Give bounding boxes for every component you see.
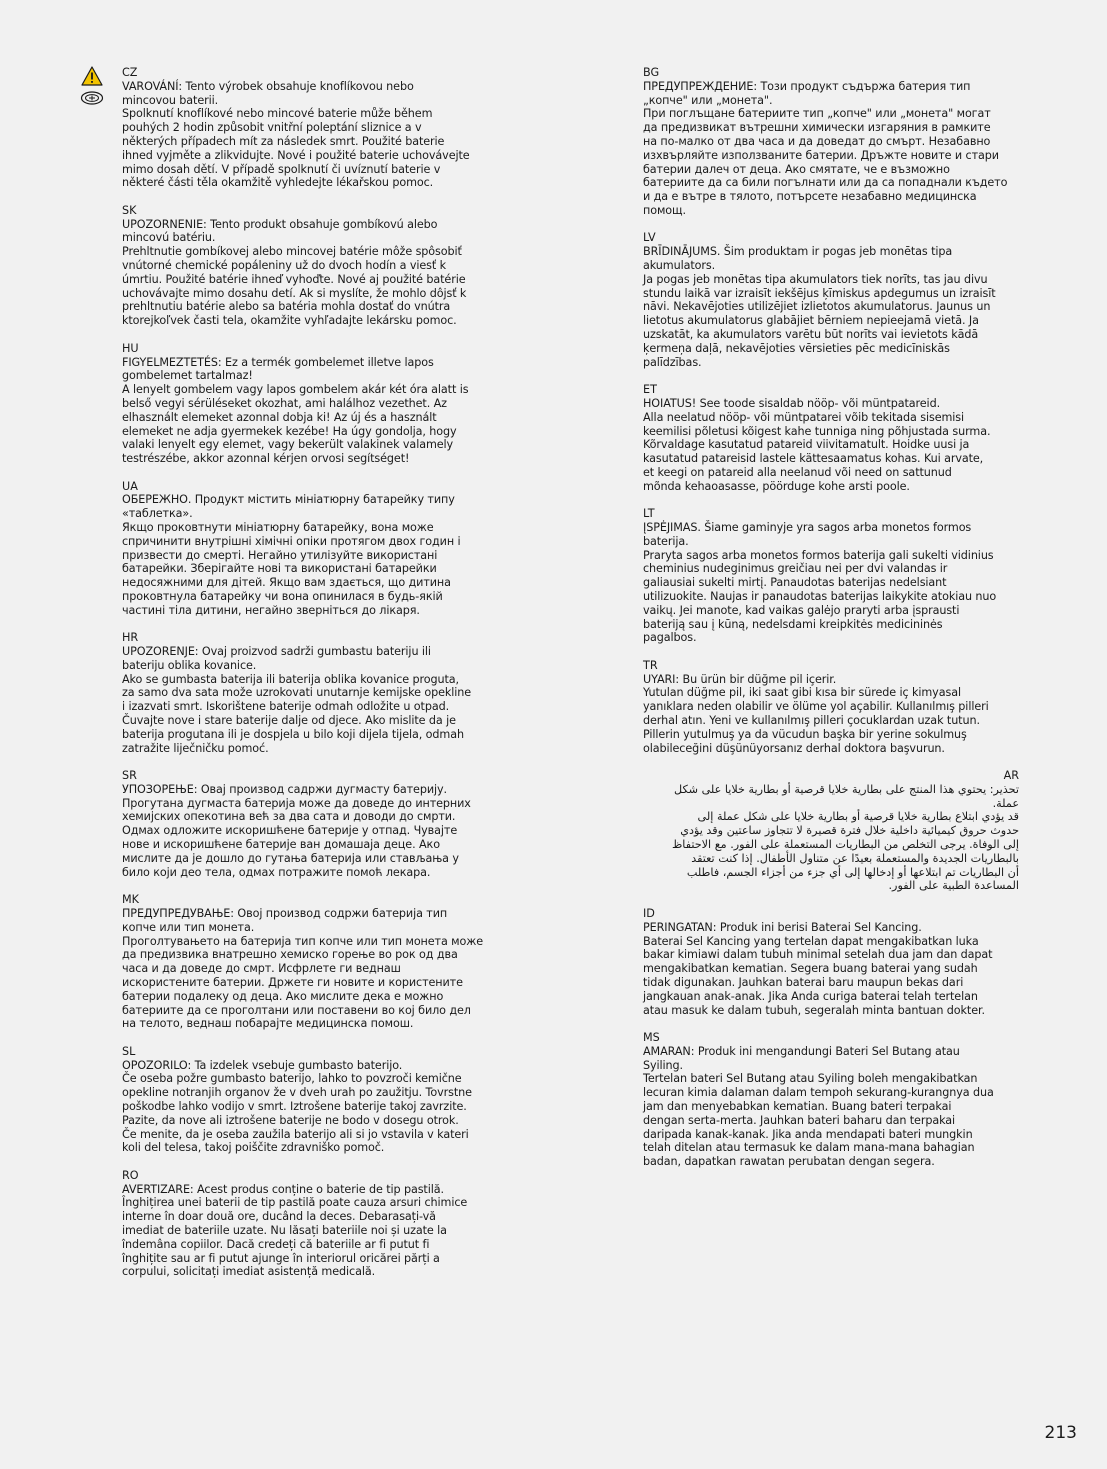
coin-battery-icon	[80, 91, 104, 105]
warning-text-line: تحذير: يحتوي هذا المنتج على بطارية خلايا قرصية أو بطارية خلايا على شكل	[673, 782, 1019, 796]
warning-text-line: UYARI: Bu ürün bir düğme pil içerir.	[643, 672, 837, 686]
warning-text-line: zatražite liječničku pomoć.	[122, 741, 269, 755]
warning-section-id	[643, 907, 1019, 1017]
language-code: ID	[643, 906, 655, 920]
warning-text-line: elhasznált elemeket azonnal dobja ki! Az új és a használt	[122, 410, 437, 424]
language-code: HR	[122, 631, 139, 645]
warning-text-line: bakar kimiawi dalam tubuh minimal setelah dua jam dan dapat	[643, 948, 993, 962]
warning-text-line: Прогутана дугмаста батерија може да доведе до интерних	[122, 796, 471, 810]
warning-text-line: на телото, веднаш побарајте медицинска помош.	[122, 1017, 414, 1031]
warning-text-line: недосяжними для дітей. Якщо вам здається, що дитина	[122, 576, 451, 590]
language-code: LT	[643, 507, 655, 521]
warning-text-line: Pazite, da nove ali iztrošene baterije ne bodo v dosegu otrok.	[122, 1113, 459, 1127]
language-code: UA	[122, 479, 138, 493]
warning-text-line: et keegi on patareid alla neelanud või need on sattunud	[643, 465, 952, 479]
warning-text-line: قد يؤدي ابتلاع بطارية خلايا قرصية أو بطارية خلايا على شكل عملة إلى	[697, 810, 1019, 824]
warning-text-line: cheminius nudeginimus greičiau nei per dvi valandas ir	[643, 562, 948, 576]
warning-text-line: uzskatāt, ka akumulators varētu būt norīts vai ievietots kādā	[643, 328, 979, 342]
warning-text-line: Baterai Sel Kancing yang tertelan dapat mengakibatkan luka	[643, 934, 979, 948]
warning-text-line: mimo dosah dětí. V případě spolknutí či uvíznutí baterie v	[122, 162, 441, 176]
warning-text-line: gombelemet tartalmaz!	[122, 369, 253, 383]
warning-text-line: jam dan menyebabkan kematian. Buang bateri terpakai	[643, 1100, 952, 1113]
warning-section-sl	[122, 1045, 498, 1155]
warning-text-line: HOIATUS! See toode sisaldab nööp- või müntpatareid.	[643, 396, 941, 410]
warning-text-line: Ako se gumbasta baterija ili baterija oblika kovanice proguta,	[122, 672, 460, 686]
language-code: SL	[122, 1044, 136, 1058]
warning-text-line: ktorejkoľvek časti tela, okamžite vyhľadajte lekársku pomoc.	[122, 314, 457, 328]
warning-text-line: Alla neelatud nööp- või müntpatarei võib tekitada sisemisi	[643, 410, 965, 424]
right-column	[643, 66, 1019, 1183]
warning-section-cz	[122, 66, 498, 190]
warning-text-line: utilizuokite. Naujas ir panaudotas baterijas laikykite atokiau nuo	[643, 589, 997, 603]
language-code: CZ	[122, 66, 138, 79]
warning-text-line: A lenyelt gombelem vagy lapos gombelem akár két óra alatt is	[122, 383, 469, 397]
warning-text-line: vnútorné chemické popáleniny už do dvoch hodín a viesť k	[122, 259, 446, 273]
language-code: ET	[643, 383, 657, 397]
warning-text-line: ПРЕДУПРЕДУВАЊЕ: Овој производ содржи батерија тип	[122, 906, 448, 920]
warning-text-line: حدوث حروق كيميائية داخلية خلال فترة قصيرة لا تتجاوز ساعتين وقد يؤدي	[680, 824, 1019, 838]
warning-text-line: призвести до смерті. Негайно утилізуйте використані	[122, 548, 438, 562]
warning-text-line: nāvi. Nekavējoties utilizējiet izlietotos akumulatorus. Jaunus un	[643, 300, 991, 314]
warning-text-line: AMARAN: Produk ini mengandungi Bateri Sel Butang atau	[643, 1044, 960, 1058]
warning-text-line: УПОЗОРЕЊЕ: Овај производ садржи дугмасту батерију.	[122, 782, 447, 796]
warning-section-hu	[122, 342, 498, 466]
warning-text-line: stundu laikā var izraisīt iekšējus ķīmiskus apdegumus un izraisīt	[643, 286, 996, 300]
warning-text-line: искористените батерии. Држете ги новите и користените	[122, 975, 463, 989]
warning-text-line: Pillerin yutulmuş ya da vücudun başka bir yerine sokulmuş	[643, 727, 967, 741]
warning-text-line: palīdzības.	[643, 355, 702, 369]
warning-text-line: baterija.	[643, 534, 689, 548]
warning-text-line: батерии подалеку од деца. Ако мислите дека е можно	[122, 989, 444, 1003]
warning-text-line: Одмах одложите искоришћене батерије у отпад. Чувајте	[122, 824, 458, 838]
language-code: LV	[643, 231, 656, 245]
warning-text-line: проковтнула батарейку чи вона опинилася в будь-якій	[122, 589, 443, 603]
warning-text-line: Проголтувањето на батерија тип копче или тип монета може	[122, 934, 484, 948]
warning-text-line: jangkauan anak-anak. Jika Anda curiga baterai telah tertelan	[643, 989, 978, 1003]
warning-text-line: akumulators.	[643, 259, 716, 273]
warning-text-line: mengakibatkan kematian. Segera buang baterai yang sudah	[643, 962, 978, 976]
warning-text-line: elemeket ne adja gyermekek kezébe! Ha úgy gondolja, hogy	[122, 424, 457, 438]
warning-text-line: interne în doar două ore, ducând la deces. Debarasați-vă	[122, 1210, 436, 1224]
warning-text-line: Înghițirea unei baterii de tip pastilă poate cauza arsuri chimice	[122, 1196, 468, 1210]
warning-section-lv	[643, 231, 1019, 369]
warning-text-line: baterija progutana ili je dospjela u bilo koji dijela tijela, odmah	[122, 727, 464, 741]
warning-text-line: pouhých 2 hodin způsobit vnitřní poleptání sliznice a v	[122, 121, 422, 135]
warning-text-line: badan, dapatkan rawatan perubatan dengan segera.	[643, 1155, 935, 1169]
warning-text-line: mincovou baterii.	[122, 93, 219, 107]
warning-text-line: FIGYELMEZTETÉS: Ez a termék gombelemet illetve lapos	[122, 355, 434, 369]
warning-text-line: Tertelan bateri Sel Butang atau Syiling boleh mengakibatkan	[643, 1072, 978, 1086]
warning-text-line: poškodbe lahko vodijo v smrt. Iztrošene baterije takoj zavrzite.	[122, 1100, 467, 1113]
warning-section-hr	[122, 631, 498, 755]
warning-text-line: bateriją sau į kūną, nedelsdami kreipkitės medicininės	[643, 617, 943, 631]
language-code: HU	[122, 341, 139, 355]
warning-text-line: koli del telesa, takoj poiščite zdravniško pomoč.	[122, 1141, 385, 1155]
warning-text-line: батарейки. Зберігайте нові та використані батарейки	[122, 562, 437, 576]
warning-text-line: mõnda kehaoasasse, pöörduge kohe arsti poole.	[643, 479, 910, 493]
warning-text-line: za samo dva sata može uzrokovati unutarnje kemijske opekline	[122, 686, 472, 700]
warning-text-line: OPOZORILO: Ta izdelek vsebuje gumbasto baterijo.	[122, 1058, 403, 1072]
warning-text-line: kasutatud patareisid lastele kättesaamatus kohas. Kui arvate,	[643, 452, 984, 466]
warning-text-line: některé části těla okamžitě vyhledejte lékařskou pomoc.	[122, 176, 434, 190]
warning-section-et	[643, 383, 1019, 493]
warning-text-line: valaki lenyelt egy elemet, vagy bekerült valakinek valamely	[122, 438, 454, 452]
language-code: MK	[122, 893, 139, 907]
warning-text-line: AVERTIZARE: Acest produs conține o baterie de tip pastilă.	[122, 1182, 444, 1196]
language-code: BG	[643, 66, 660, 79]
warning-text-line: yanıklara neden olabilir ve ölüme yol açabilir. Kullanılmış pilleri	[643, 700, 989, 714]
warning-text-line: батериите да се проголтани или поставени во кој било дел	[122, 1003, 471, 1017]
warning-text-line: daripada kanak-kanak. Jika anda mendapati bateri mungkin	[643, 1127, 973, 1141]
warning-text-line: olabileceğini düşünüyorsanız derhal doktora başvurun.	[643, 741, 945, 755]
warning-text-line: derhal atın. Yeni ve kullanılmış pilleri çocuklardan uzak tutun.	[643, 714, 980, 728]
warning-text-line: lietotus akumulatorus glabājiet bērniem nepieejamā vietā. Ja	[643, 314, 979, 328]
warning-text-line: Če menite, da je oseba zaužila baterijo ali si jo vstavila v kateri	[122, 1127, 469, 1141]
warning-text-line: Praryta sagos arba monetos formos baterija gali sukelti vidinius	[643, 548, 994, 562]
warning-section-mk	[122, 893, 498, 1031]
warning-text-line: Ja pogas jeb monētas tipa akumulators tiek norīts, tas jau divu	[643, 272, 988, 286]
warning-text-line: на по-малко от два часа и да доведат до смърт. Незабавно	[643, 134, 991, 148]
warning-text-line: Якщо проковтнути мініатюрну батарейку, вона може	[122, 520, 434, 534]
warning-text-line: Yutulan düğme pil, iki saat gibi kısa bir sürede iç kimyasal	[643, 686, 961, 700]
language-code: SK	[122, 203, 137, 217]
warning-text-line: нове и искоришћене батерије ван домашаја деце. Ако	[122, 838, 440, 852]
warning-section-tr	[643, 659, 1019, 756]
warning-text-line: Če oseba požre gumbasto baterijo, lahko to povzroči kemične	[122, 1072, 462, 1086]
warning-text-line: Syiling.	[643, 1058, 683, 1072]
warning-text-line: pagalbos.	[643, 631, 697, 645]
warning-text-line: uchovávajte mimo dosahu detí. Ak si myslíte, že mohlo dôjsť k	[122, 286, 467, 300]
warning-text-line: telah ditelan atau termasuk ke dalam mana-mana bahagian	[643, 1141, 975, 1155]
warning-text-line: opekline notranjih organov že v dveh urah po zaužitju. Tovrstne	[122, 1086, 472, 1100]
language-code: RO	[122, 1168, 139, 1182]
page-number: 213	[1044, 1423, 1077, 1443]
language-code: AR	[1003, 769, 1019, 783]
warning-text-line: galiausiai sukelti mirtį. Panaudotas baterijas nedelsiant	[643, 576, 947, 590]
warning-text-line: ĮSPĖJIMAS. Šiame gaminyje yra sagos arba monetos formos	[643, 520, 972, 534]
warning-text-line: المساعدة الطبية على الفور.	[888, 879, 1019, 893]
warning-text-line: corpului, solicitați imediat asistență medicală.	[122, 1265, 376, 1279]
warning-text-line: bateriju oblika kovanice.	[122, 658, 257, 672]
warning-text-line: mincovú batériu.	[122, 231, 216, 245]
warning-text-line: Kõrvaldage kasutatud patareid viivitamatult. Hoidke uusi ja	[643, 438, 970, 452]
warning-text-line: ķermeņa daļā, nekavējoties vērsieties pēc medicīniskās	[643, 341, 950, 355]
language-code: TR	[643, 658, 658, 672]
warning-text-line: помощ.	[643, 203, 686, 217]
warning-text-line: ihned vyjměte a zlikvidujte. Nové i použité baterie uchovávejte	[122, 148, 470, 162]
warning-text-line: частині тіла дитини, негайно зверніться до лікаря.	[122, 603, 420, 617]
warning-text-line: i izazvati smrt. Iskorištene baterije odmah odložite u otpad.	[122, 700, 450, 714]
warning-text-line: и да е вътре в тялото, потърсете незабавно медицинска	[643, 190, 977, 204]
warning-text-line: копче или тип монета.	[122, 920, 255, 934]
warning-text-line: BRĪDINĀJUMS. Šim produktam ir pogas jeb monētas tipa	[643, 245, 953, 259]
warning-text-line: мислите да је дошло до гутања батерија или стављања у	[122, 851, 459, 865]
safety-icons	[80, 66, 106, 105]
warning-text-line: VAROVÁNÍ: Tento výrobek obsahuje knoflíkovou nebo	[122, 79, 414, 93]
warning-text-line: спричинити внутрішні хімічні опіки протягом двох годин і	[122, 534, 461, 548]
warning-text-line: بالبطاريات الجديدة والمستعملة بعيدًا عن متناول الأطفال. إذا كنت تعتقد	[691, 851, 1019, 865]
warning-text-line: vaikų. Jei manote, kad vaikas galėjo praryti arba įsprausti	[643, 603, 960, 617]
warning-section-sr	[122, 769, 498, 879]
warning-text-line: При поглъщане батериите тип „копче" или „монета" могат	[643, 107, 991, 121]
warning-text-line: îndemâna copiilor. Dacă credeți că bateriile ar fi putut fi	[122, 1237, 430, 1251]
warning-section-sk	[122, 204, 498, 328]
warning-text-line: да предизвикат вътрешни химически изгаряния в рамките	[643, 121, 991, 135]
left-column	[122, 66, 498, 1293]
warning-text-line: atau masuk ke dalam tubuh, segeralah minta bantuan dokter.	[643, 1003, 985, 1017]
warning-text-line: Čuvajte nove i stare baterije dalje od djece. Ako mislite da je	[122, 714, 456, 728]
warning-text-line: أن البطاريات تم ابتلاعها أو إدخالها إلى أي جزء من أجزاء الجسم، فاطلب	[686, 865, 1019, 879]
warning-text-line: батериите да са били погълнати или да са попаднали където	[643, 176, 1008, 190]
warning-text-line: хемијских опекотина већ за два сата и доводи до смрти.	[122, 810, 456, 824]
warning-text-line: testrészébe, akkor azonnal kérjen orvosi segítséget!	[122, 452, 410, 466]
warning-section-lt	[643, 507, 1019, 645]
warning-text-line: било који део тела, одмах потражите помоћ лекара.	[122, 865, 431, 879]
warning-section-ms	[643, 1031, 1019, 1169]
warning-text-line: imediat de bateriile uzate. Nu lăsați bateriile noi și uzate la	[122, 1224, 447, 1238]
warning-text-line: Prehltnutie gombíkovej alebo mincovej batérie môže spôsobiť	[122, 245, 462, 259]
warning-text-line: keemilisi põletusi kõigest kahe tunniga ning põhjustada surma.	[643, 424, 991, 438]
warning-text-line: батерии далеч от деца. Ако смятате, че е възможно	[643, 162, 950, 176]
warning-text-line: PERINGATAN: Produk ini berisi Baterai Sel Kancing.	[643, 920, 922, 934]
warning-text-line: عملة.	[992, 796, 1019, 810]
language-code: MS	[643, 1031, 660, 1045]
warning-section-ua	[122, 480, 498, 618]
warning-text-line: tidak digunakan. Jauhkan baterai baru maupun bekas dari	[643, 975, 964, 989]
warning-text-line: Spolknutí knoflíkové nebo mincové baterie může během	[122, 107, 433, 121]
warning-section-ar	[643, 769, 1019, 893]
warning-text-line: да предизвика внатрешно хемиско горење во рок од два	[122, 948, 458, 962]
warning-text-line: «таблетка».	[122, 507, 193, 521]
warning-section-bg	[643, 66, 1019, 218]
warning-text-line: часа и да доведе до смрт. Исфрлете ги веднаш	[122, 962, 401, 976]
warning-text-line: prehltnutiu batérie alebo sa batéria mohla dostať do vnútra	[122, 300, 451, 314]
warning-text-line: ОБЕРЕЖНО. Продукт містить мініатюрну батарейку типу	[122, 493, 455, 507]
warning-text-line: belső vegyi sérüléseket okozhat, ami halálhoz vezethet. Az	[122, 396, 447, 410]
warning-triangle-icon	[81, 66, 103, 86]
warning-text-line: některých případech mít za následek smrt. Použité baterie	[122, 134, 445, 148]
warning-text-line: إلى الوفاة. يرجى التخلص من البطاريات المستعملة على الفور. مع الاحتفاظ	[671, 838, 1019, 852]
warning-text-line: „копче" или „монета".	[643, 93, 773, 107]
warning-text-line: UPOZORENJE: Ovaj proizvod sadrži gumbastu bateriju ili	[122, 645, 431, 659]
warning-text-line: lecuran kimia dalaman dalam tempoh sekurang-kurangnya dua	[643, 1086, 994, 1100]
warning-text-line: изхвърляйте използваните батерии. Дръжте новите и стари	[643, 148, 999, 162]
warning-text-line: UPOZORNENIE: Tento produkt obsahuje gombíkovú alebo	[122, 217, 438, 231]
warning-text-line: ПРЕДУПРЕЖДЕНИЕ: Този продукт съдържа батерия тип	[643, 79, 971, 93]
warning-text-line: úmrtiu. Použité batérie ihneď vyhoďte. Nové aj použité batérie	[122, 272, 466, 286]
warning-section-ro	[122, 1169, 498, 1279]
warning-text-line: înghițite sau ar fi putut ajunge în interiorul oricărei părți a	[122, 1251, 440, 1265]
language-code: SR	[122, 769, 137, 783]
warning-text-line: dengan serta-merta. Jauhkan bateri baharu dan terpakai	[643, 1113, 956, 1127]
